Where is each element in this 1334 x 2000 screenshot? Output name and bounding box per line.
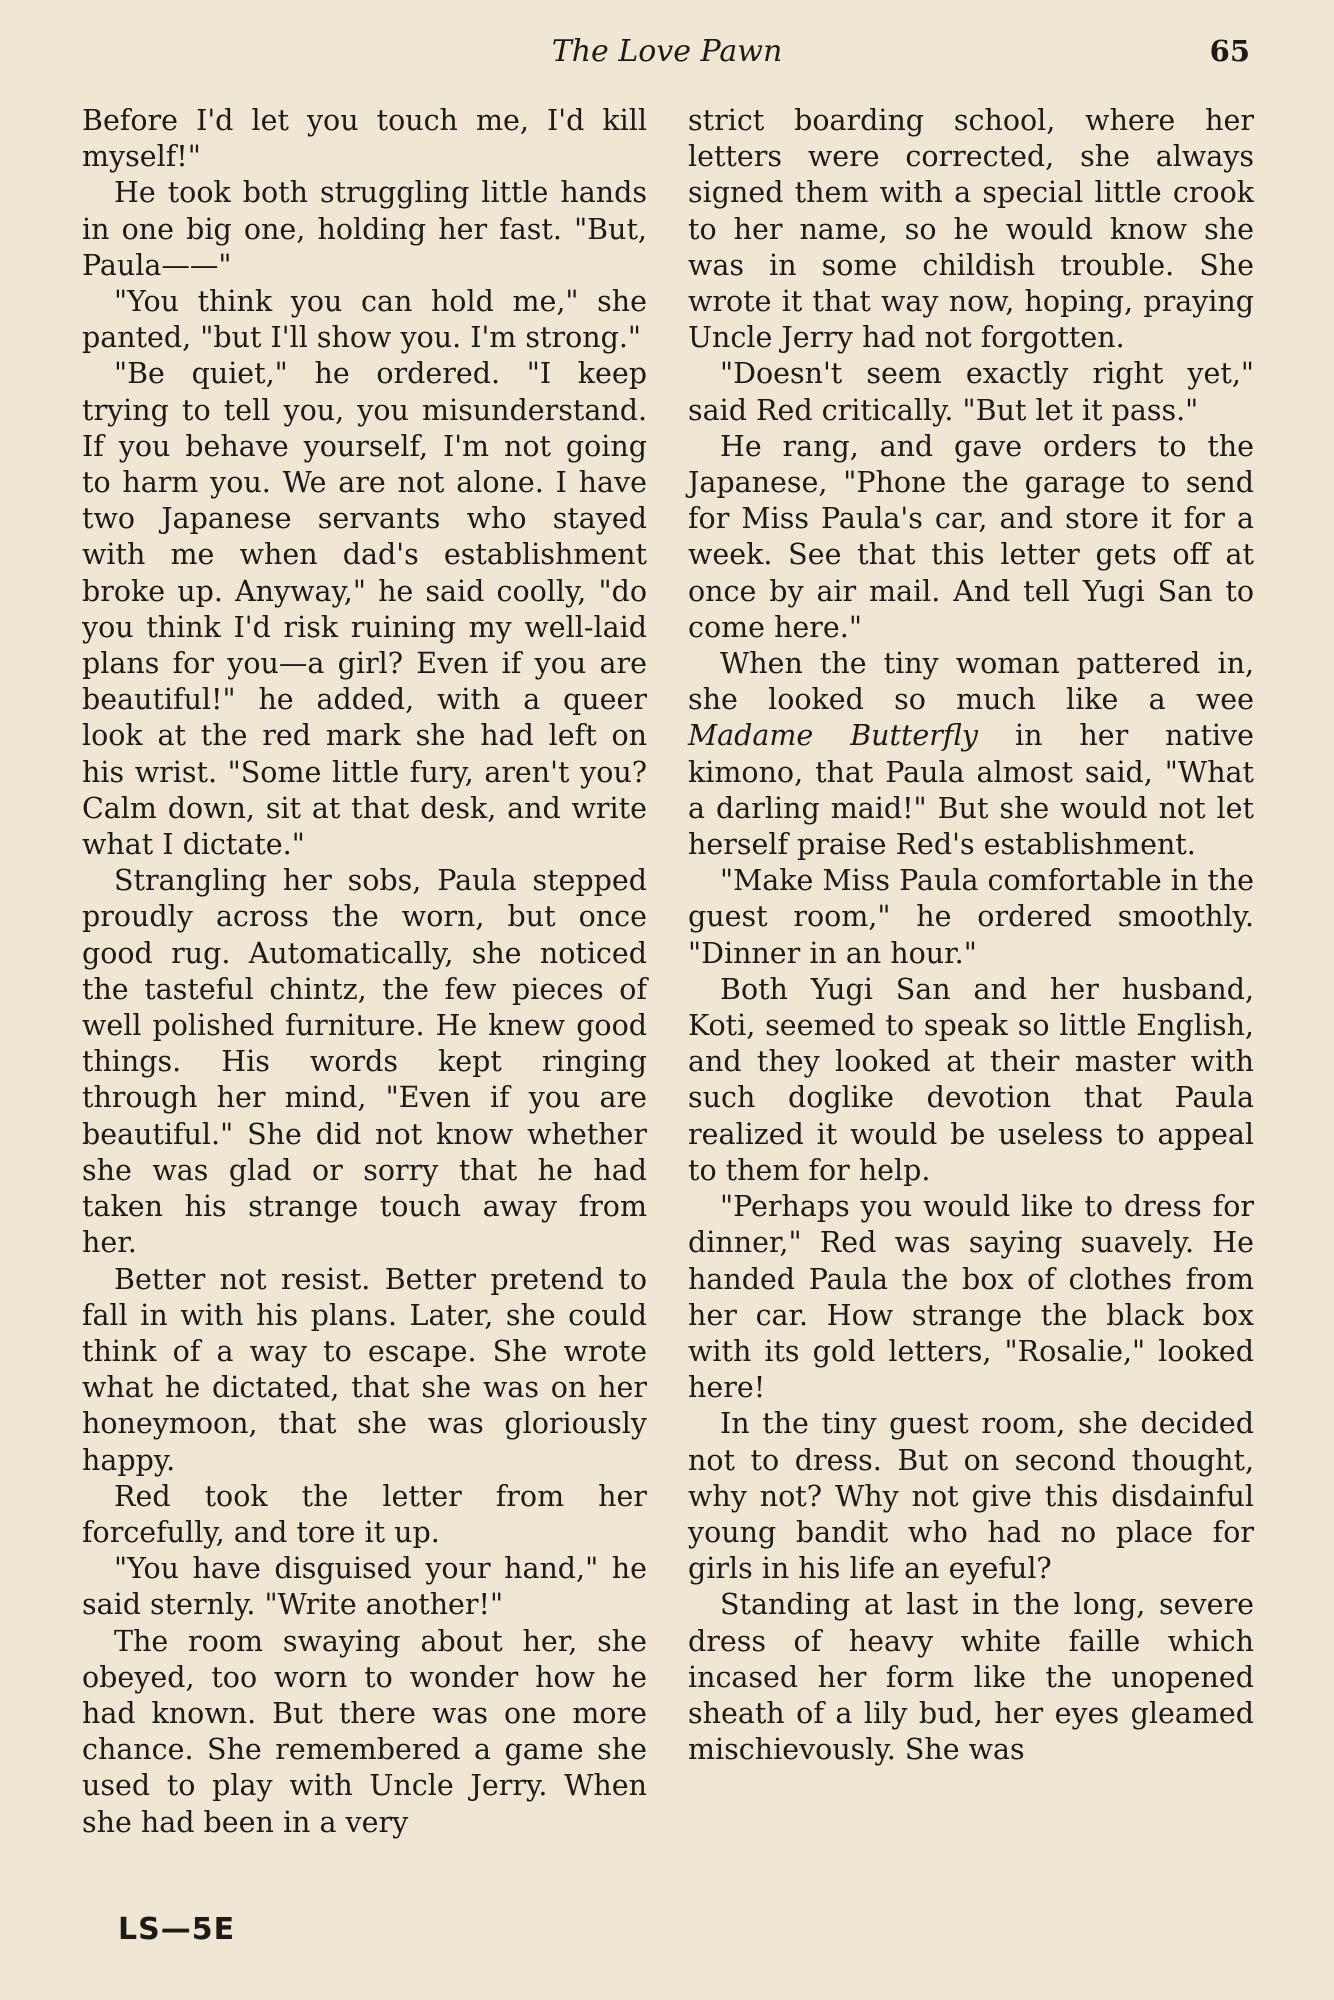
paragraph: Red took the letter from her forcefully, and tore it up.: [82, 1479, 647, 1549]
page-number: 65: [1209, 34, 1250, 68]
paragraph: "Make Miss Paula comfortable in the guest room," he ordered smoothly. "Dinner in an hour.": [688, 864, 1254, 970]
paragraph: [688, 646, 1254, 863]
signature-mark: LS—5E: [118, 1912, 236, 1947]
text-run: in her native kimono, that Paula almost said, "What a darling maid!" But she would not let herself praise Red's establishment.: [688, 719, 1254, 862]
paragraph: The room swaying about her, she obeyed, too worn to wonder how he had known. But there was one more chance. She remembered a game she used to play with Uncle Jerry. When she had been in a very: [82, 1624, 647, 1839]
paragraph: Strangling her sobs, Paula stepped proudly across the worn, but once good rug. Automatically, she noticed the tasteful chintz, the few pieces of well polished furniture. He knew good things. His words kept ringing through her mind, "Even if you are beautiful." She did not know whether she was glad or sorry that he had taken his strange touch away from her.: [82, 864, 647, 1260]
paragraph: "You have disguised your hand," he said sternly. "Write another!": [82, 1552, 647, 1622]
paragraph: In the tiny guest room, she decided not to dress. But on second thought, why not? Why not give this disdainful young bandit who had no place for girls in his life an eyeful?: [688, 1407, 1254, 1586]
paragraph: "Perhaps you would like to dress for dinner," Red was saying suavely. He handed Paula the box of clothes from her car. How strange the black box with its gold letters, "Rosalie," looked here!: [688, 1190, 1254, 1405]
paragraph: Before I'd let you touch me, I'd kill myself!": [82, 104, 647, 174]
italic-title: Madame Butterfly: [688, 719, 979, 753]
paragraph: He rang, and gave orders to the Japanese, "Phone the garage to send for Miss Paula's car, and store it for a week. See that this letter gets off at once by air mail. And tell Yugi San to come here.": [688, 429, 1254, 644]
running-title: The Love Pawn: [551, 34, 783, 69]
paragraph: "Be quiet," he ordered. "I keep trying to tell you, you misunderstand. If you behave yourself, I'm not going to harm you. We are not alone. I have two Japanese servants who stayed with me when dad's establishment broke up. Anyway," he said coolly, "do you think I'd risk ruining my well-laid plans for you—a girl? Even if you are beautiful!" he added, with a queer look at the red mark she had left on his wrist. "Some little fury, aren't you? Calm down, sit at that desk, and write what I dictate.": [82, 357, 647, 862]
left-text-column: [82, 103, 647, 1841]
paragraph: strict boarding school, where her letters were corrected, she always signed them with a special little crook to her name, so he would know she was in some childish trouble. She wrote it that way now, hoping, praying Uncle Jerry had not forgotten.: [688, 104, 1254, 355]
right-text-column: [688, 103, 1254, 1768]
paragraph: Standing at last in the long, severe dress of heavy white faille which incased her form like the unopened sheath of a lily bud, her eyes gleamed mischievously. She was: [688, 1588, 1254, 1767]
paragraph: Better not resist. Better pretend to fall in with his plans. Later, she could think of a way to escape. She wrote what he dictated, that she was on her honeymoon, that she was gloriously happy.: [82, 1262, 647, 1477]
paragraph: "You think you can hold me," she panted, "but I'll show you. I'm strong.": [82, 285, 647, 355]
paragraph: He took both struggling little hands in one big one, holding her fast. "But, Paula——": [82, 176, 647, 282]
text-run: When the tiny woman pattered in, she looked so much like a wee: [688, 647, 1254, 717]
paragraph: "Doesn't seem exactly right yet," said Red critically. "But let it pass.": [688, 357, 1254, 427]
paragraph: Both Yugi San and her husband, Koti, seemed to speak so little English, and they looked at their master with such doglike devotion that Paula realized it would be useless to appeal to them for help.: [688, 972, 1254, 1187]
